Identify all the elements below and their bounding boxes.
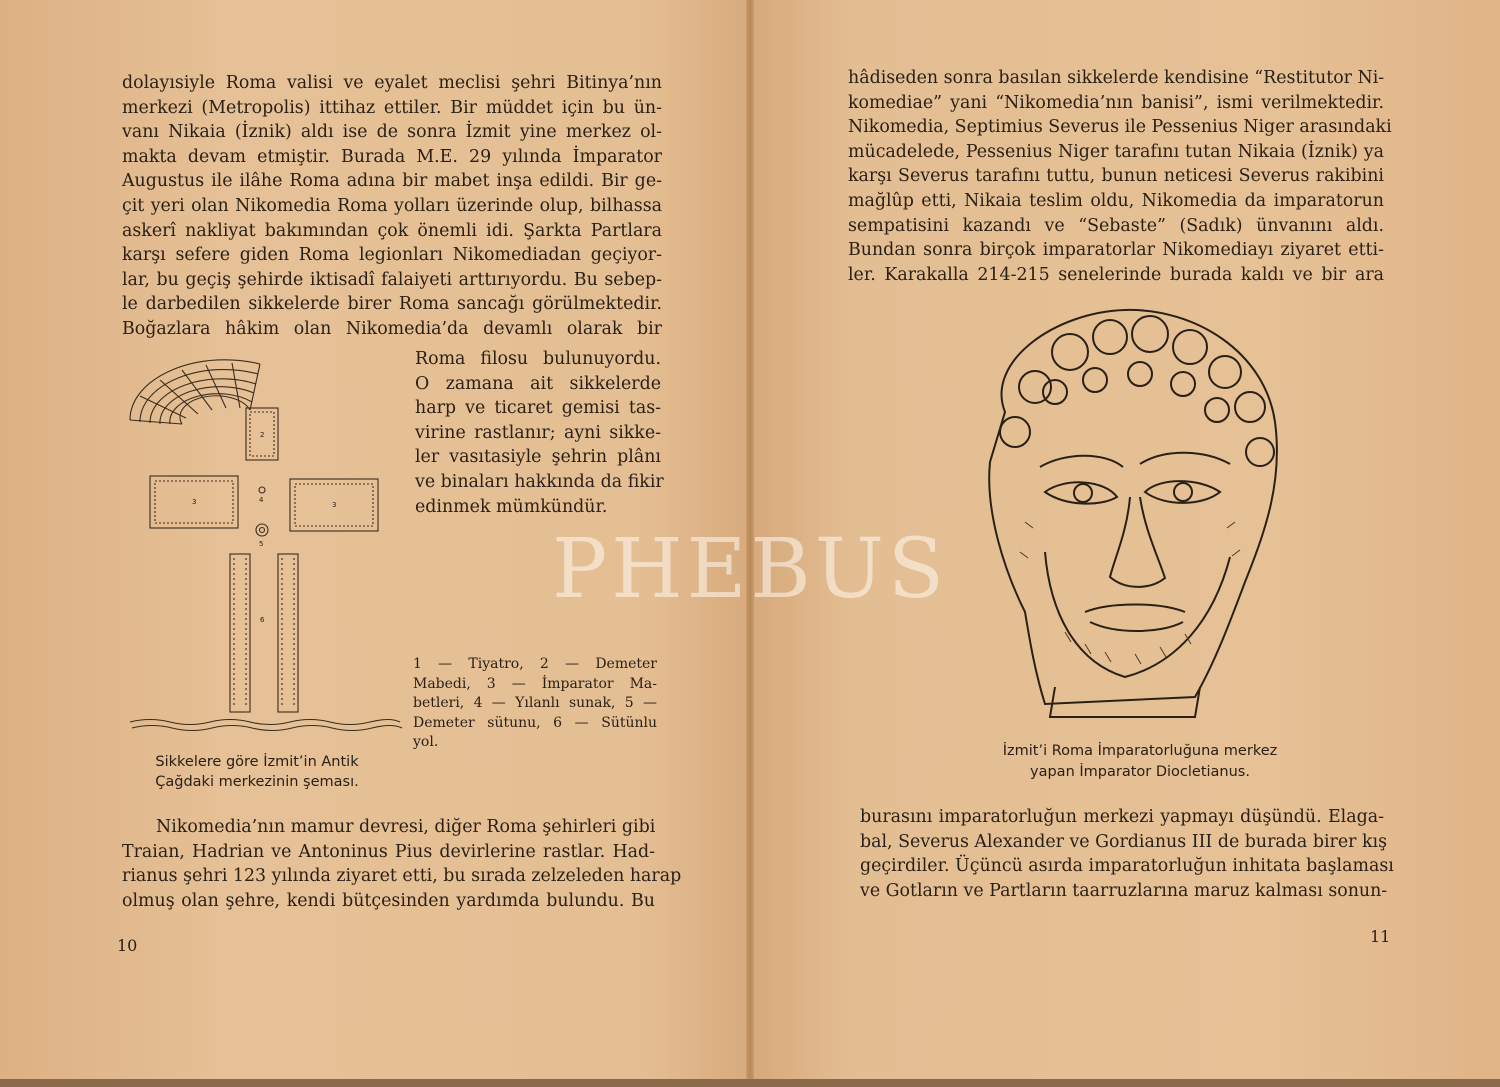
plan-key (413, 655, 657, 753)
key-line: 1 — Tiyatro, 2 — Demeter (413, 656, 657, 672)
text-line: geçirdiler. Üçüncü asırda imparatorluğun inhitata başlaması (860, 856, 1394, 877)
text-line: burasını imparatorluğun merkezi yapmayı düşündü. Elaga- (860, 807, 1384, 827)
text-line: Bundan sonra birçok imparatorlar Nikomediayı ziyaret etti- (848, 240, 1384, 261)
page-number: 11 (1370, 927, 1391, 946)
left-bottom-text (122, 815, 682, 913)
text-line: virine rastlanır; ayni sikke- (415, 422, 661, 443)
plan-label-3a: 3 (192, 498, 197, 506)
text-line: Boğazlara hâkim olan Nikomedia’da devamlı olarak bir (122, 318, 662, 339)
text-line: karşı Severus tarafını tuttu, bunun neticesi Severus rakibini (848, 166, 1384, 187)
text-line: Augustus ile ilâhe Roma adına bir mabet inşa edildi. Bir ge- (122, 171, 662, 192)
text-line: hâdiseden sonra basılan sikkelerde kendisine “Restitutor Ni- (848, 68, 1385, 88)
plan-label-6: 6 (260, 616, 265, 624)
right-body-text (848, 66, 1392, 287)
text-line: dolayısiyle Roma valisi ve eyalet meclisi şehri Bitinya’nın (122, 73, 662, 93)
text-line: makta devam etmiştir. Burada M.E. 29 yılında İmparator (122, 146, 662, 167)
caption-line: yapan İmparator Diocletianus. (1030, 764, 1250, 780)
text-line: Nikomedia’nın mamur devresi, diğer Roma şehirleri gibi (156, 817, 656, 837)
text-line: vanı Nikaia (İznik) aldı ise de sonra İzmit yine merkez ol- (122, 122, 662, 143)
text-line: O zamana ait sikkelerde (415, 373, 661, 394)
text-line: merkezi (Metropolis) ittihaz ettiler. Bir müddet için bu ün- (122, 97, 662, 118)
plan-label-4: 4 (259, 496, 264, 504)
text-line: Roma filosu bulunuyordu. (415, 349, 661, 369)
text-line: ve binaları hakkında da fikir (415, 471, 664, 492)
text-line: mağlûp etti, Nikaia teslim oldu, Nikomedia da imparatorun (848, 190, 1384, 211)
text-line: mücadelede, Pessenius Niger tarafını tutan Nikaia (İznik) ya (848, 141, 1384, 162)
portrait-caption (940, 741, 1340, 783)
caption-line: Çağdaki merkezinin şeması. (155, 774, 359, 790)
text-line: harp ve ticaret gemisi tas- (415, 398, 661, 419)
plan-label-5: 5 (259, 540, 264, 548)
left-body-text (122, 71, 662, 342)
text-line: karşı sefere giden Roma legionları Nikomediadan geçiyor- (122, 245, 662, 266)
text-line: edinmek mümkündür. (415, 496, 608, 517)
text-line: çit yeri olan Nikomedia Roma yolları üzerinde olup, bilhassa (122, 195, 662, 216)
text-line: ve Gotların ve Partların taarruzlarına maruz kalması sonun- (860, 880, 1388, 901)
page-edge (0, 1079, 1500, 1087)
right-bottom-text (860, 805, 1394, 903)
text-line: lar, bu geçiş şehirde iktisadî falaiyeti arttırıyordu. Bu sebep- (122, 269, 662, 290)
text-line: komediae” yani “Nikomedia’nın banisi”, ismi verilmektedir. (848, 92, 1384, 113)
text-line: ler vasıtasiyle şehrin plânı (415, 447, 661, 468)
text-line: Traian, Hadrian ve Antoninus Pius devirlerine rastlar. Had- (122, 841, 655, 862)
text-line: askerî nakliyat bakımından çok önemli idi. Şarkta Partlara (122, 220, 662, 241)
city-plan-diagram (120, 352, 405, 747)
text-line: le darbedilen sikkelerde birer Roma sancağı görülmektedir. (122, 294, 662, 315)
page-number: 10 (117, 936, 138, 955)
caption-line: İzmit’i Roma İmparatorluğuna merkez (1002, 743, 1278, 759)
text-line: rianus şehri 123 yılında ziyaret etti, bu sırada zelzeleden harap (122, 866, 682, 887)
plan-label-3b: 3 (332, 501, 337, 509)
emperor-portrait-illustration (945, 292, 1300, 732)
text-line: ler. Karakalla 214-215 senelerinde burada kaldı ve bir ara (848, 264, 1384, 285)
watermark: PHEBUS (551, 522, 949, 617)
key-line: Mabedi, 3 — İmparator Ma- (413, 675, 657, 692)
text-line: Nikomedia, Septimius Severus ile Pessenius Niger arasındaki (848, 117, 1392, 138)
text-line: bal, Severus Alexander ve Gordianus III de burada birer kış (860, 831, 1387, 852)
plan-label-2: 2 (260, 431, 265, 439)
text-line: olmuş olan şehre, kendi bütçesinden yardımda bulundu. Bu (122, 890, 655, 911)
book-gutter (746, 0, 754, 1087)
key-line: yol. (413, 734, 439, 750)
key-line: Demeter sütunu, 6 — Sütünlu (413, 714, 657, 731)
plan-caption (112, 752, 402, 792)
key-line: betleri, 4 — Yılanlı sunak, 5 — (413, 695, 657, 711)
caption-line: Sikkelere göre İzmit’in Antik (155, 754, 359, 770)
left-page (0, 0, 748, 1087)
left-narrow-text (415, 347, 664, 519)
text-line: sempatisini kazandı ve “Sebaste” (Sadık) ünvanını aldı. (848, 215, 1384, 236)
